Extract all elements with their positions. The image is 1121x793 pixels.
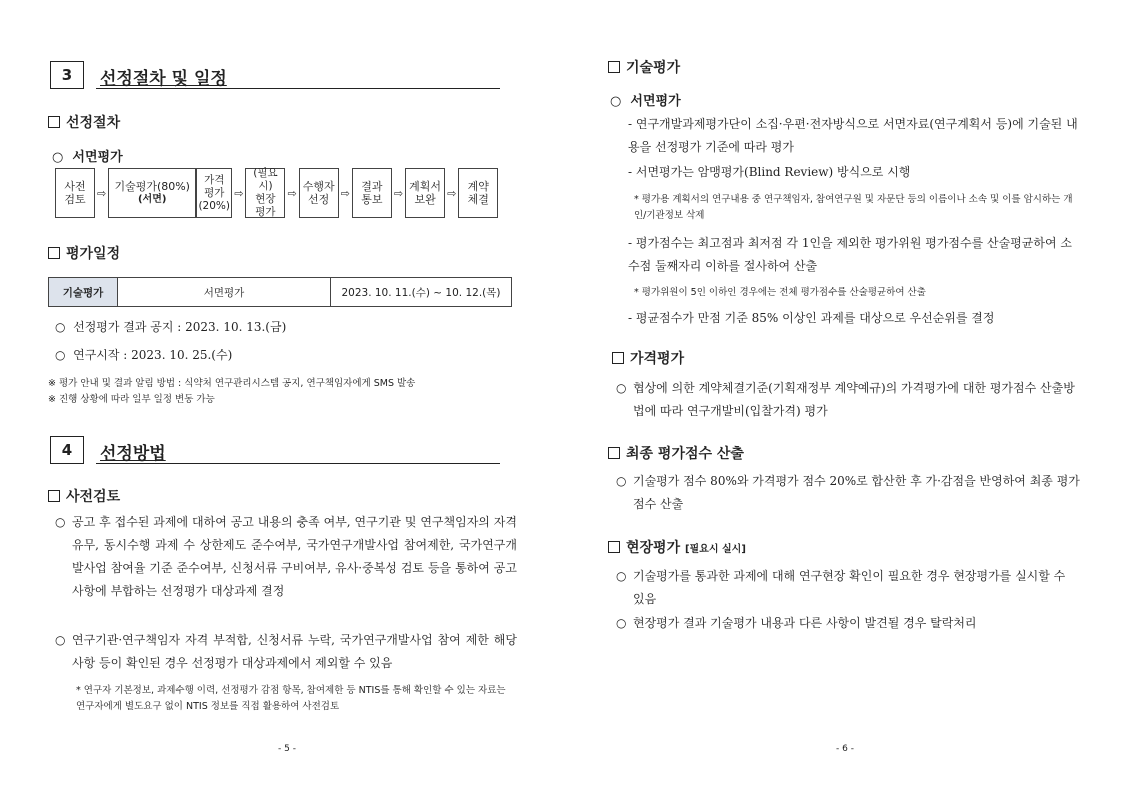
flow-arrow-icon: ⇨ <box>234 186 244 200</box>
procedure-subheading: ○ 서면평가 <box>52 150 123 165</box>
section-3-title: 선정절차 및 일정 <box>100 69 227 89</box>
page-6 <box>560 0 1121 793</box>
schedule-note: ※ 평가 안내 및 결과 알림 방법 : 식약처 연구관리시스템 공지, 연구책임자에게 SMS 발송 <box>48 378 416 389</box>
section-3-number: 3 <box>50 61 84 89</box>
field-eval-paragraph: ○ 기술평가를 통과한 과제에 대해 연구현장 확인이 필요한 경우 현장평가를 실시할 수 있음 <box>616 565 1080 611</box>
schedule-cell-type: 기술평가 <box>49 278 118 307</box>
section-3-underline <box>96 88 500 89</box>
procedure-heading: 선정절차 <box>48 112 120 132</box>
flow-step-prereview: 사전 검토 <box>55 168 95 218</box>
price-eval-paragraph: ○ 협상에 의한 계약체결기준(기획재정부 계약예규)의 가격평가에 대한 평가점수 산출방법에 따라 연구개발비(입찰가격) 평가 <box>616 377 1080 423</box>
circle-bullet-icon: ○ <box>616 616 627 630</box>
page-number: - 5 - <box>278 744 296 754</box>
checkbox-square-icon <box>608 447 620 459</box>
tech-eval-item: - 평가점수는 최고점과 최저점 각 1인을 제외한 평가위원 평가점수를 산술평균하여 소수점 둘째자리 이하를 절사하여 산출 <box>628 236 1072 273</box>
price-eval-heading: 가격평가 <box>612 348 684 368</box>
prereview-paragraph: ○ 공고 후 접수된 과제에 대하여 공고 내용의 충족 여부, 연구기관 및 연구책임자의 자격유무, 동시수행 과제 수 상한제도 준수여부, 국가연구개발사업 참여제한, 국가연구개발사업 참여율 기준 준수여부, 신청서류 구비여부, 유사·중복성 검토 등을 통하여 공고사항에 부합하는 선정평가 대상과제 결정 <box>55 511 517 603</box>
checkbox-square-icon <box>608 61 620 73</box>
flow-arrow-icon: ⇨ <box>340 186 350 200</box>
field-eval-heading: 현장평가 [필요시 실시] <box>608 537 746 557</box>
final-score-heading: 최종 평가점수 산출 <box>608 443 744 463</box>
schedule-heading: 평가일정 <box>48 243 120 263</box>
prereview-paragraph: ○ 연구기관·연구책임자 자격 부적합, 신청서류 누락, 국가연구개발사업 참여 제한 해당사항 등이 확인된 경우 선정평가 대상과제에서 제외할 수 있음 <box>55 629 517 675</box>
checkbox-square-icon <box>48 247 60 259</box>
checkbox-square-icon <box>48 116 60 128</box>
prereview-note: * 연구자 기본정보, 과제수행 이력, 선정평가 감점 항목, 참여제한 등 NTIS를 통해 확인할 수 있는 자료는 연구자에게 별도요구 없이 NTIS 정보를 직접 활용하여 사전검토 <box>76 685 506 712</box>
tech-eval-subheading: ○ 서면평가 <box>610 94 681 109</box>
section-4-underline <box>96 463 500 464</box>
flow-arrow-icon: ⇨ <box>393 186 404 200</box>
procedure-flowchart <box>55 168 498 218</box>
schedule-item: ○ 선정평가 결과 공지 : 2023. 10. 13.(금) <box>55 320 287 334</box>
circle-bullet-icon: ○ <box>616 569 627 583</box>
field-eval-paragraph: ○ 현장평가 결과 기술평가 내용과 다른 사항이 발견될 경우 탈락처리 <box>616 612 1080 635</box>
flow-arrow-icon: ⇨ <box>287 186 297 200</box>
schedule-item: ○ 연구시작 : 2023. 10. 25.(수) <box>55 348 233 362</box>
schedule-cell-date: 2023. 10. 11.(수) ~ 10. 12.(목) <box>331 278 512 307</box>
tech-eval-item: - 평균점수가 만점 기준 85% 이상인 과제를 대상으로 우선순위를 결정 <box>628 311 995 325</box>
tech-eval-item: - 연구개발과제평가단이 소집·우편·전자방식으로 서면자료(연구계획서 등)에 기술된 내용을 선정평가 기준에 따라 평가 <box>628 117 1078 154</box>
flow-step-plan-supplement: 계획서 보완 <box>405 168 445 218</box>
prereview-heading: 사전검토 <box>48 486 120 506</box>
schedule-note: ※ 진행 상황에 따라 일부 일정 변동 가능 <box>48 394 215 405</box>
schedule-cell-method: 서면평가 <box>118 278 331 307</box>
section-4-title: 선정방법 <box>100 444 166 464</box>
flow-step-price-eval: 가격 평가 (20%) <box>196 168 232 218</box>
circle-bullet-icon: ○ <box>616 474 627 488</box>
circle-bullet-icon: ○ <box>616 381 627 395</box>
flow-arrow-icon: ⇨ <box>97 186 107 200</box>
circle-bullet-icon: ○ <box>55 633 66 647</box>
page-5 <box>0 0 560 793</box>
schedule-table <box>48 277 512 307</box>
table-row <box>49 278 512 307</box>
final-score-paragraph: ○ 기술평가 점수 80%와 가격평가 점수 20%로 합산한 후 가·감점을 반영하여 최종 평가점수 산출 <box>616 470 1080 516</box>
flow-step-contract: 계약 체결 <box>458 168 498 218</box>
tech-eval-note: * 평가용 계획서의 연구내용 중 연구책임자, 참여연구원 및 자문단 등의 이름이나 소속 및 이를 암시하는 개인/기관정보 삭제 <box>634 194 1073 221</box>
tech-eval-item: - 서면평가는 암맹평가(Blind Review) 방식으로 시행 <box>628 165 911 179</box>
checkbox-square-icon <box>48 490 60 502</box>
page-number: - 6 - <box>836 744 854 754</box>
checkbox-square-icon <box>608 541 620 553</box>
flow-step-selection: 수행자 선정 <box>299 168 339 218</box>
flow-step-field-eval: (필요시) 현장 평가 <box>245 168 285 218</box>
tech-eval-note: * 평가위원이 5인 이하인 경우에는 전체 평가점수를 산술평균하여 산출 <box>634 287 926 298</box>
tech-eval-heading: 기술평가 <box>608 57 680 77</box>
circle-bullet-icon: ○ <box>55 515 66 529</box>
checkbox-square-icon <box>612 352 624 364</box>
flow-step-tech-eval: 기술평가(80%) (서면) <box>108 168 196 218</box>
flow-arrow-icon: ⇨ <box>447 186 457 200</box>
flow-step-notify: 결과 통보 <box>352 168 392 218</box>
section-4-number: 4 <box>50 436 84 464</box>
